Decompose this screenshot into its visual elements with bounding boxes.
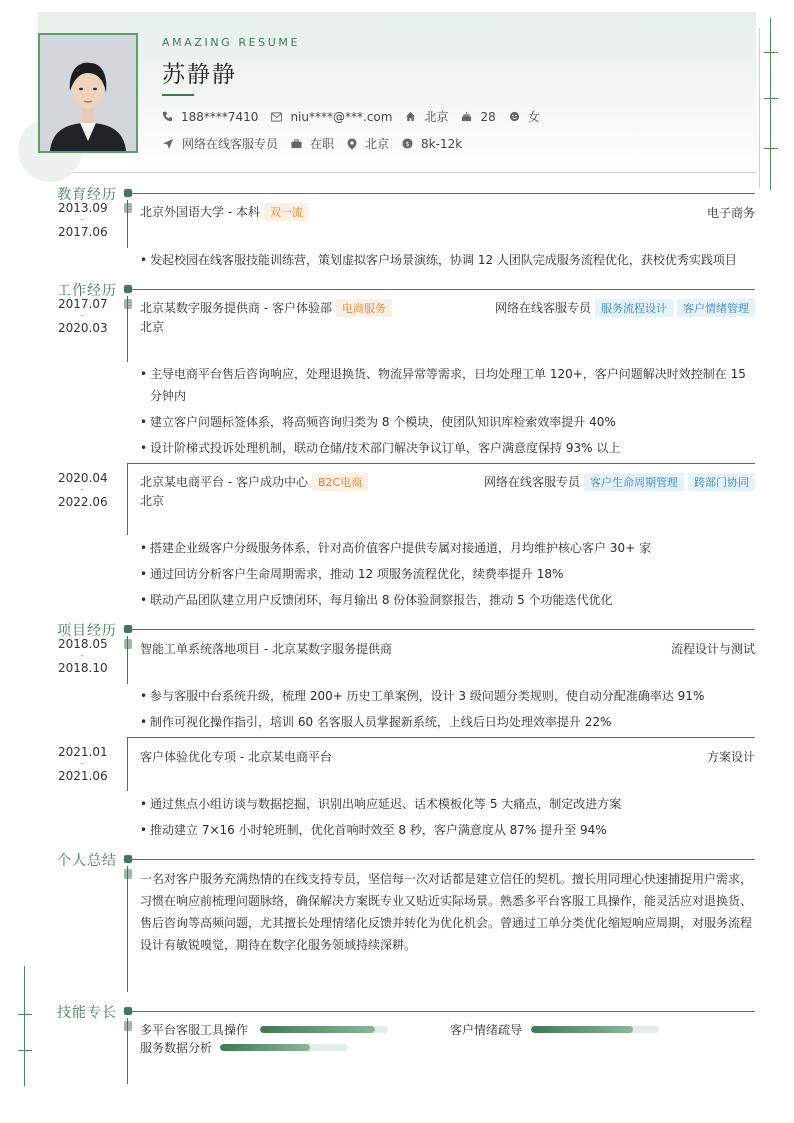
entry-marker bbox=[124, 869, 132, 879]
timeline-stem bbox=[127, 866, 128, 992]
work-city-item bbox=[347, 135, 389, 152]
work-heading bbox=[140, 473, 368, 491]
home-icon bbox=[405, 111, 416, 122]
summary-text: 一名对客户服务充满热情的在线支持专员，坚信每一次对话都是建立信任的契机。擅长用同理心快速捕捉用户需求，习惯在响应前梳理问题脉络，确保解决方案既专业又贴近实际场景。熟悉多平台客服工具操作，能灵活应对退换货、售后咨询等高频问题，尤其擅长处理情绪化反馈并转化为优化机会。曾通过工单分类优化缩短响应周期，对服务流程设计有敏锐嗅觉，期待在数字化服务领域持续深耕。 bbox=[140, 872, 753, 952]
date-separator: - bbox=[80, 485, 84, 495]
gender-icon bbox=[509, 111, 520, 122]
job-target-text: 网络在线客服专员 bbox=[182, 137, 279, 151]
bullet-item: • 设计阶梯式投诉处理机制，联动仓储/技术部门解决争议订单，客户满意度保持 93% 以上 bbox=[140, 437, 755, 459]
salary-text: 8k-12k bbox=[421, 136, 463, 151]
section-line bbox=[131, 289, 755, 290]
decorative-bar-left bbox=[24, 966, 25, 1086]
section-title-projects: 项目经历 bbox=[57, 623, 117, 639]
entry-marker bbox=[124, 1021, 132, 1031]
section-title-summary: 个人总结 bbox=[57, 853, 117, 869]
end-date: 2017.06 bbox=[58, 225, 108, 239]
candidate-name: 苏静静 bbox=[162, 62, 237, 88]
skill-name: 客户情绪疏导 bbox=[450, 1023, 523, 1037]
bullet-item: • 推动建立 7×16 小时轮班制，优化首响时效至 8 秒，客户满意度从 87% 提升至 94% bbox=[140, 819, 755, 841]
bullet-item: • 主导电商平台售后咨询响应，处理退换货、物流异常等需求，日均处理工单 120+，客户问题解决时效控制在 15 分钟内 bbox=[140, 363, 755, 407]
decorative-tick bbox=[764, 52, 778, 53]
entry-divider bbox=[127, 737, 755, 738]
section-line bbox=[131, 859, 755, 860]
skill-tag: 服务流程设计 bbox=[595, 299, 673, 317]
entry-marker bbox=[124, 203, 132, 213]
location-icon bbox=[347, 138, 357, 150]
project-role: 方案设计 bbox=[706, 750, 755, 764]
skill-tag: 客户情绪管理 bbox=[677, 299, 755, 317]
date-separator: - bbox=[80, 215, 84, 225]
school-name: 北京外国语大学 - 本科 bbox=[140, 205, 260, 219]
entry-marker bbox=[124, 639, 132, 649]
skill-bar-fill bbox=[531, 1026, 633, 1033]
work-position-group bbox=[484, 473, 755, 491]
decorative-bar-right-thin bbox=[759, 28, 760, 188]
send-icon bbox=[162, 138, 174, 150]
section-title-skills: 技能专长 bbox=[57, 1005, 117, 1021]
start-date: 2013.09 bbox=[58, 201, 108, 215]
decorative-tick bbox=[764, 98, 778, 99]
status-item bbox=[291, 135, 334, 152]
job-target-item bbox=[162, 135, 278, 152]
contact-row bbox=[162, 108, 553, 125]
work-heading bbox=[140, 299, 392, 317]
section-line bbox=[131, 1011, 755, 1012]
decorative-tick bbox=[764, 148, 778, 149]
phone-item bbox=[162, 110, 258, 124]
skill-bar-track bbox=[531, 1026, 659, 1033]
bullet-item: • 制作可视化操作指引，培训 60 名客服人员掌握新系统，上线后日均处理效率提升 22% bbox=[140, 711, 755, 733]
skill-item bbox=[140, 1039, 348, 1056]
end-date: 2020.03 bbox=[58, 321, 108, 335]
start-date: 2020.04 bbox=[58, 471, 108, 485]
skill-bar-fill bbox=[220, 1044, 310, 1051]
timeline-stem bbox=[127, 296, 128, 362]
skill-bar-fill bbox=[260, 1026, 375, 1033]
mail-icon bbox=[271, 112, 282, 122]
company-name: 北京某数字服务提供商 - 客户体验部 bbox=[140, 301, 332, 315]
work-location: 北京 bbox=[140, 320, 165, 334]
skill-name: 多平台客服工具操作 bbox=[140, 1023, 249, 1037]
city-item bbox=[405, 108, 448, 125]
project-name: 智能工单系统落地项目 - 北京某数字服务提供商 bbox=[140, 642, 392, 656]
header-divider bbox=[38, 172, 756, 173]
project-name: 客户体验优化专项 - 北京某电商平台 bbox=[140, 750, 332, 764]
section-title-education: 教育经历 bbox=[57, 187, 117, 203]
skill-item bbox=[450, 1021, 659, 1038]
section-marker bbox=[124, 855, 132, 863]
timeline-stem bbox=[127, 737, 128, 791]
work-location: 北京 bbox=[140, 494, 165, 508]
briefcase-icon bbox=[291, 139, 302, 149]
age-item bbox=[461, 110, 495, 124]
section-marker bbox=[124, 189, 132, 197]
email-item bbox=[271, 110, 392, 124]
major: 电子商务 bbox=[706, 206, 755, 220]
section-marker bbox=[124, 625, 132, 633]
bullet-item: • 通过回访分析客户生命周期需求，推动 12 项服务流程优化，续费率提升 18% bbox=[140, 563, 755, 585]
end-date: 2018.10 bbox=[58, 661, 108, 675]
name-underline bbox=[162, 94, 194, 96]
company-name: 北京某电商平台 - 客户成功中心 bbox=[140, 475, 308, 489]
bullet-item: • 联动产品团队建立用户反馈闭环，每月输出 8 份体验洞察报告，推动 5 个功能迭代优化 bbox=[140, 589, 755, 611]
end-date: 2021.06 bbox=[58, 769, 108, 783]
bullet-item: • 参与客服中台系统升级，梳理 200+ 历史工单案例，设计 3 级问题分类规则，使自动分配准确率达 91% bbox=[140, 685, 755, 707]
work-city-text: 北京 bbox=[365, 137, 390, 151]
section-marker bbox=[124, 285, 132, 293]
city-text: 北京 bbox=[424, 110, 449, 124]
position-title: 网络在线客服专员 bbox=[483, 475, 580, 489]
school-tag: 双一流 bbox=[264, 203, 309, 221]
date-separator: - bbox=[80, 651, 84, 661]
company-tag: 电商服务 bbox=[336, 299, 392, 317]
skill-bar-track bbox=[260, 1026, 388, 1033]
status-text: 在职 bbox=[310, 137, 335, 151]
start-date: 2018.05 bbox=[58, 637, 108, 651]
start-date: 2017.07 bbox=[58, 297, 108, 311]
job-target-row bbox=[162, 135, 475, 152]
timeline-stem bbox=[127, 1018, 128, 1084]
entry-divider bbox=[127, 463, 755, 464]
timeline-stem bbox=[127, 463, 128, 535]
decorative-bar-right bbox=[770, 18, 771, 190]
resume-eyebrow: AMAZING RESUME bbox=[162, 36, 301, 49]
end-date: 2022.06 bbox=[58, 495, 108, 509]
bullet-item: • 发起校园在线客服技能训练营，策划虚拟客户场景演练，协调 12 人团队完成服务流程优化，获校优秀实践项目 bbox=[140, 249, 755, 271]
money-icon bbox=[402, 138, 413, 149]
section-line bbox=[131, 193, 755, 194]
entry-marker bbox=[124, 299, 132, 309]
salary-item bbox=[402, 137, 462, 151]
bullet-item: • 通过焦点小组访谈与数据挖掘，识别出响应延迟、话术模板化等 5 大痛点，制定改进方案 bbox=[140, 793, 755, 815]
svg-text:$: $ bbox=[405, 139, 410, 148]
decorative-tick bbox=[18, 1014, 32, 1015]
date-separator: - bbox=[80, 311, 84, 321]
skill-item bbox=[140, 1021, 388, 1038]
company-tag: B2C电商 bbox=[312, 473, 368, 491]
phone-number: 188****7410 bbox=[181, 109, 259, 124]
skill-tag: 跨部门协同 bbox=[688, 473, 755, 491]
timeline-stem bbox=[127, 636, 128, 684]
bullet-item: • 建立客户问题标签体系，将高频咨询归类为 8 个模块，使团队知识库检索效率提升 40% bbox=[140, 411, 755, 433]
avatar-photo bbox=[38, 33, 138, 153]
skill-tag: 客户生命周期管理 bbox=[584, 473, 684, 491]
education-heading bbox=[140, 203, 309, 221]
start-date: 2021.01 bbox=[58, 745, 108, 759]
timeline-stem bbox=[127, 200, 128, 248]
gender-text: 女 bbox=[527, 110, 540, 124]
skill-bar-track bbox=[220, 1044, 348, 1051]
age-text: 28 bbox=[480, 109, 496, 124]
email-address: niu****@***.com bbox=[290, 109, 393, 124]
phone-icon bbox=[162, 111, 173, 122]
date-separator: - bbox=[80, 759, 84, 769]
work-position-group bbox=[495, 299, 755, 317]
section-title-work: 工作经历 bbox=[57, 283, 117, 299]
gender-item bbox=[509, 108, 540, 125]
section-line bbox=[131, 629, 755, 630]
section-marker bbox=[124, 1007, 132, 1015]
project-role: 流程设计与测试 bbox=[670, 642, 755, 656]
cake-icon bbox=[461, 111, 472, 122]
bullet-item: • 搭建企业级客户分级服务体系，针对高价值客户提供专属对接通道，月均维护核心客户 30+ 家 bbox=[140, 537, 755, 559]
position-title: 网络在线客服专员 bbox=[494, 301, 591, 315]
skill-name: 服务数据分析 bbox=[140, 1041, 213, 1055]
decorative-tick bbox=[18, 1050, 32, 1051]
